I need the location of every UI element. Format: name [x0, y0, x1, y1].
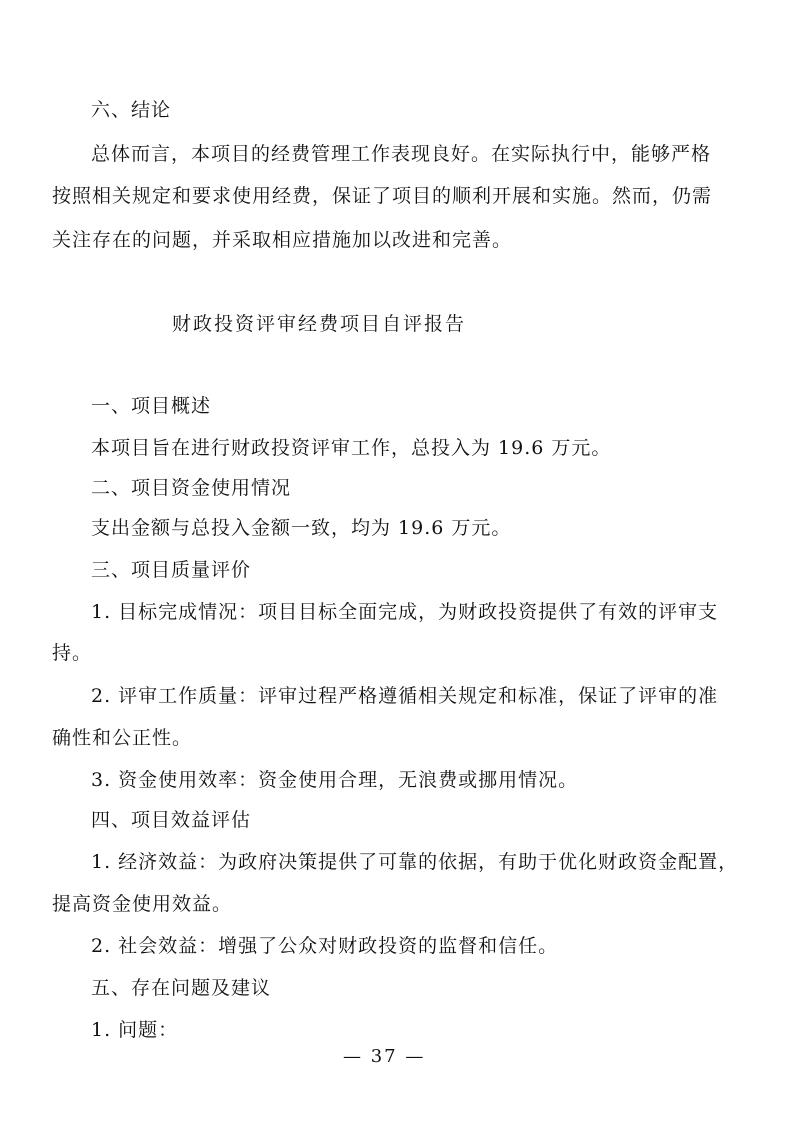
list-item-line: 提高资金使用效益。: [52, 893, 233, 915]
list-item-line: 2. 评审工作质量：评审过程严格遵循相关规定和标准，保证了评审的准: [91, 685, 719, 707]
section-heading-fund-usage: 二、项目资金使用情况: [91, 477, 292, 499]
paragraph-line: 支出金额与总投入金额一致，均为 19.6 万元。: [91, 517, 512, 539]
report-title: 财政投资评审经费项目自评报告: [172, 313, 467, 335]
paragraph-line: 按照相关规定和要求使用经费，保证了项目的顺利开展和实施。然而，仍需: [52, 185, 713, 207]
list-item-line: 1. 目标完成情况：项目目标全面完成，为财政投资提供了有效的评审支: [91, 601, 719, 623]
section-heading-benefit: 四、项目效益评估: [91, 809, 252, 831]
paragraph-line: 本项目旨在进行财政投资评审工作，总投入为 19.6 万元。: [91, 437, 612, 459]
list-item-line: 1. 问题：: [91, 1019, 179, 1041]
section-heading-issues: 五、存在问题及建议: [91, 977, 272, 999]
paragraph-line: 关注存在的问题，并采取相应措施加以改进和完善。: [52, 229, 513, 251]
paragraph-line: 总体而言，本项目的经费管理工作表现良好。在实际执行中，能够严格: [91, 143, 712, 165]
list-item-line: 2. 社会效益：增强了公众对财政投资的监督和信任。: [91, 935, 559, 957]
list-item-line: 确性和公正性。: [52, 727, 193, 749]
section-heading-quality: 三、项目质量评价: [91, 559, 252, 581]
section-heading-overview: 一、项目概述: [91, 395, 212, 417]
list-item-line: 3. 资金使用效率：资金使用合理，无浪费或挪用情况。: [91, 769, 579, 791]
list-item-line: 持。: [52, 642, 93, 664]
section-heading-conclusion: 六、结论: [91, 99, 172, 121]
list-item-line: 1. 经济效益：为政府决策提供了可靠的依据，有助于优化财政资金配置，: [91, 851, 739, 873]
page-number: — 37 —: [343, 1046, 426, 1067]
